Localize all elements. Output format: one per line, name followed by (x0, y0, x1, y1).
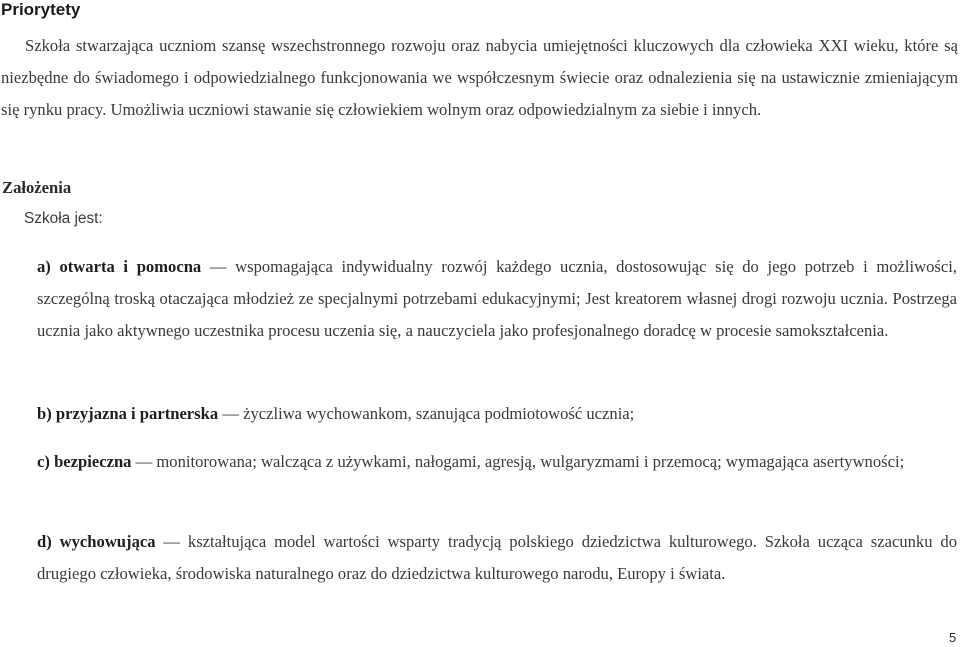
list-item-b (37, 398, 957, 430)
priorities-heading: Priorytety (1, 0, 81, 19)
priorities-text: Szkoła stwarzająca uczniom szansę wszechstronnego rozwoju oraz nabycia umiejętności kluczowych dla człowieka XXI wieku, które są niezbędne do świadomego i odpowiedzialnego funkcjonowania we współczesnym świecie oraz odnalezienia się na ustawicznie zmieniającym się rynku pracy. Umożliwia uczniowi stawanie się człowiekiem wolnym oraz odpowiedzialnym za siebie i innych. (1, 36, 958, 119)
item-term: otwarta i pomocna (59, 257, 202, 276)
item-term: wychowująca (59, 532, 156, 551)
item-dash: — (163, 532, 181, 551)
priorities-paragraph (1, 30, 958, 126)
item-text: monitorowana; walcząca z używkami, nałogami, agresją, wulgaryzmami i przemocą; wymagająca asertywności; (156, 452, 905, 471)
assumptions-intro: Szkoła jest: (24, 210, 103, 227)
item-letter: a) (37, 257, 51, 276)
list-item-d (37, 526, 957, 590)
item-dash: — (222, 404, 239, 423)
item-dash: — (135, 452, 153, 471)
item-letter: d) (37, 532, 52, 551)
list-item-a (37, 251, 957, 347)
item-text: kształtująca model wartości wsparty tradycją polskiego dziedzictwa kulturowego. Szkoła ucząca szacunku do drugiego człowieka, środowiska naturalnego oraz do dziedzictwa kulturowego narodu, Europy i świata. (37, 532, 957, 583)
item-dash: — (209, 257, 227, 276)
item-text: życzliwa wychowankom, szanująca podmiotowość ucznia; (243, 404, 635, 423)
item-term: bezpieczna (54, 452, 132, 471)
assumptions-heading: Założenia (2, 178, 72, 197)
page-number: 5 (949, 630, 957, 645)
item-term: przyjazna i partnerska (55, 404, 219, 423)
item-text: wspomagająca indywidualny rozwój każdego ucznia, dostosowując się do jego potrzeb i możliwości, szczególną troską otaczająca młodzież ze specjalnymi potrzebami edukacyjnymi; Jest kreatorem własnej drogi rozwoju ucznia. Postrzega ucznia jako aktywnego uczestnika procesu uczenia się, a nauczyciela jako profesjonalnego doradcę w procesie samokształcenia. (37, 257, 957, 340)
list-item-c (37, 446, 957, 478)
item-letter: c) (37, 452, 50, 471)
item-letter: b) (37, 404, 52, 423)
